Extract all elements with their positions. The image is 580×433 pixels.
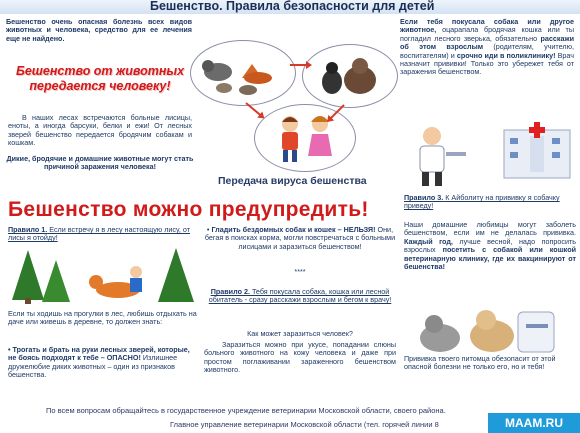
wild-warning-tail: Излишнее дружелюбие диких животных – один из признаков бешенства.: [8, 353, 178, 380]
stroke-warning-tail: Они, бегая в поисках корма, могли повстречаться с больными лисицами и заразиться бешенством!: [204, 225, 396, 251]
bite-body: оцарапала бродячая кошка или ты погладил лесного зверька, обязательно: [400, 25, 574, 43]
page-title: Бешенство. Правила безопасности для детей: [150, 0, 435, 13]
forest-animals-text: В наших лесах встречаются больные лисицы, еноты, а иногда барсуки, белки и ежи! От лесных зверей бешенство передается бродячим собакам и кошкам.: [8, 113, 192, 148]
how-text: Заразиться можно при укусе, попадании слюны больного животного на кожу человека и даже при простом поглаживании зараженного бешенством животного.: [204, 340, 396, 375]
bite-tail: Врач назначит прививки! Только это убережет тебя от заражения бешенством.: [400, 50, 574, 77]
vaccine-benefit-text: Прививка твоего питомца обезопасит от этой опасной болезни не только его, но и тебя!: [404, 354, 556, 372]
wild-warning-lead: Трогать и брать на руки лесных зверей, которые, не боясь подходят к тебе – ОПАСНО!: [8, 345, 190, 363]
separator-stars: ****: [294, 267, 306, 276]
rule1-text: Если встречу я в лесу настоящую лису, от лисы я отойду!: [8, 225, 190, 243]
walk-text: Если ты ходишь на прогулки в лес, любишь отдыхать на даче или живешь в деревне, то должен знать:: [8, 309, 197, 327]
stroke-warning-lead: Гладить бездомных собак и кошек – НЕЛЬЗЯ!: [211, 225, 376, 234]
bite-clinic: срочно иди в поликлинику!: [456, 50, 556, 60]
pets-vaccination-text: [404, 221, 576, 271]
doctor-icon: [402, 122, 482, 188]
rule2-text: Тебя покусала собака, кошка или лесной обитатель - сразу расскажи взрослым и бегом к врачу!: [208, 287, 392, 305]
maam-watermark: MAAM.RU: [488, 413, 580, 433]
rule3: [404, 194, 576, 211]
rule2-label: Правило 2.: [210, 287, 250, 296]
rule2: [204, 288, 396, 305]
rule3-label: Правило 3.: [404, 193, 444, 202]
footer-line2: Главное управление ветеринарии Московской области (тел. горячей линии 8: [170, 420, 439, 429]
prevention-heading: Бешенство можно предупредить!: [8, 198, 369, 221]
rule1: [8, 226, 198, 243]
stray-animals-text: Дикие, бродячие и домашние животные могут стать причиной заражения человека!: [6, 154, 194, 172]
bite-parents: (родителям, учителю, воспитателям) и: [400, 42, 574, 60]
wild-warning: • Трогать и брать на руки лесных зверей, которые, не боясь подходят к тебе – ОПАСНО! Излишнее дружелюбие диких животных – один из признаков бешенства.: [8, 345, 190, 380]
intro-danger-text: Бешенство очень опасная болезнь всех видов животных и человека, средство для ее лечения еще не найдено.: [6, 17, 192, 43]
forest-fox-icon: [8, 246, 198, 306]
how-question: Как может заразиться человек?: [247, 329, 353, 338]
stray-dog-cat-icon: [310, 52, 390, 100]
rule1-label: Правило 1.: [8, 225, 48, 234]
pets-bold: Каждый год,: [404, 236, 453, 246]
bite-tell: расскажи об этом взрослым: [400, 33, 574, 52]
transmission-heading: Бешенство от животных передается человеку!: [15, 64, 185, 93]
pets-lead: Наши домашние любимцы могут заболеть бешенством, если им не делалась прививка.: [404, 220, 576, 238]
hospital-icon: [500, 120, 574, 182]
pets-bold2: посетить с собакой или кошкой ветеринарную клинику, где их вакцинируют от бешенства!: [404, 245, 576, 272]
bite-lead: Если тебя покусала собака или другое животное,: [400, 17, 574, 35]
stroke-warning: • Гладить бездомных собак и кошек – НЕЛЬЗЯ! Они, бегая в поисках корма, могли повстречаться с больными лисицами и заразиться бешенством!: [204, 225, 396, 251]
bite-advice-text: [400, 18, 574, 77]
diagram-caption: Передача вируса бешенства: [218, 175, 367, 187]
arrow-wild-to-stray: [290, 64, 310, 66]
wild-animals-icon: [198, 48, 288, 98]
footer-line1: По всем вопросам обращайтесь в государственное учреждение ветеринарии Московской области, своего района.: [46, 406, 446, 415]
pets-mid: лучше весной, надо попросить взрослых: [404, 236, 577, 255]
rule3-text: К Айболиту на прививку я собачку приведу!: [404, 193, 560, 211]
vet-pets-icon: [414, 306, 564, 356]
